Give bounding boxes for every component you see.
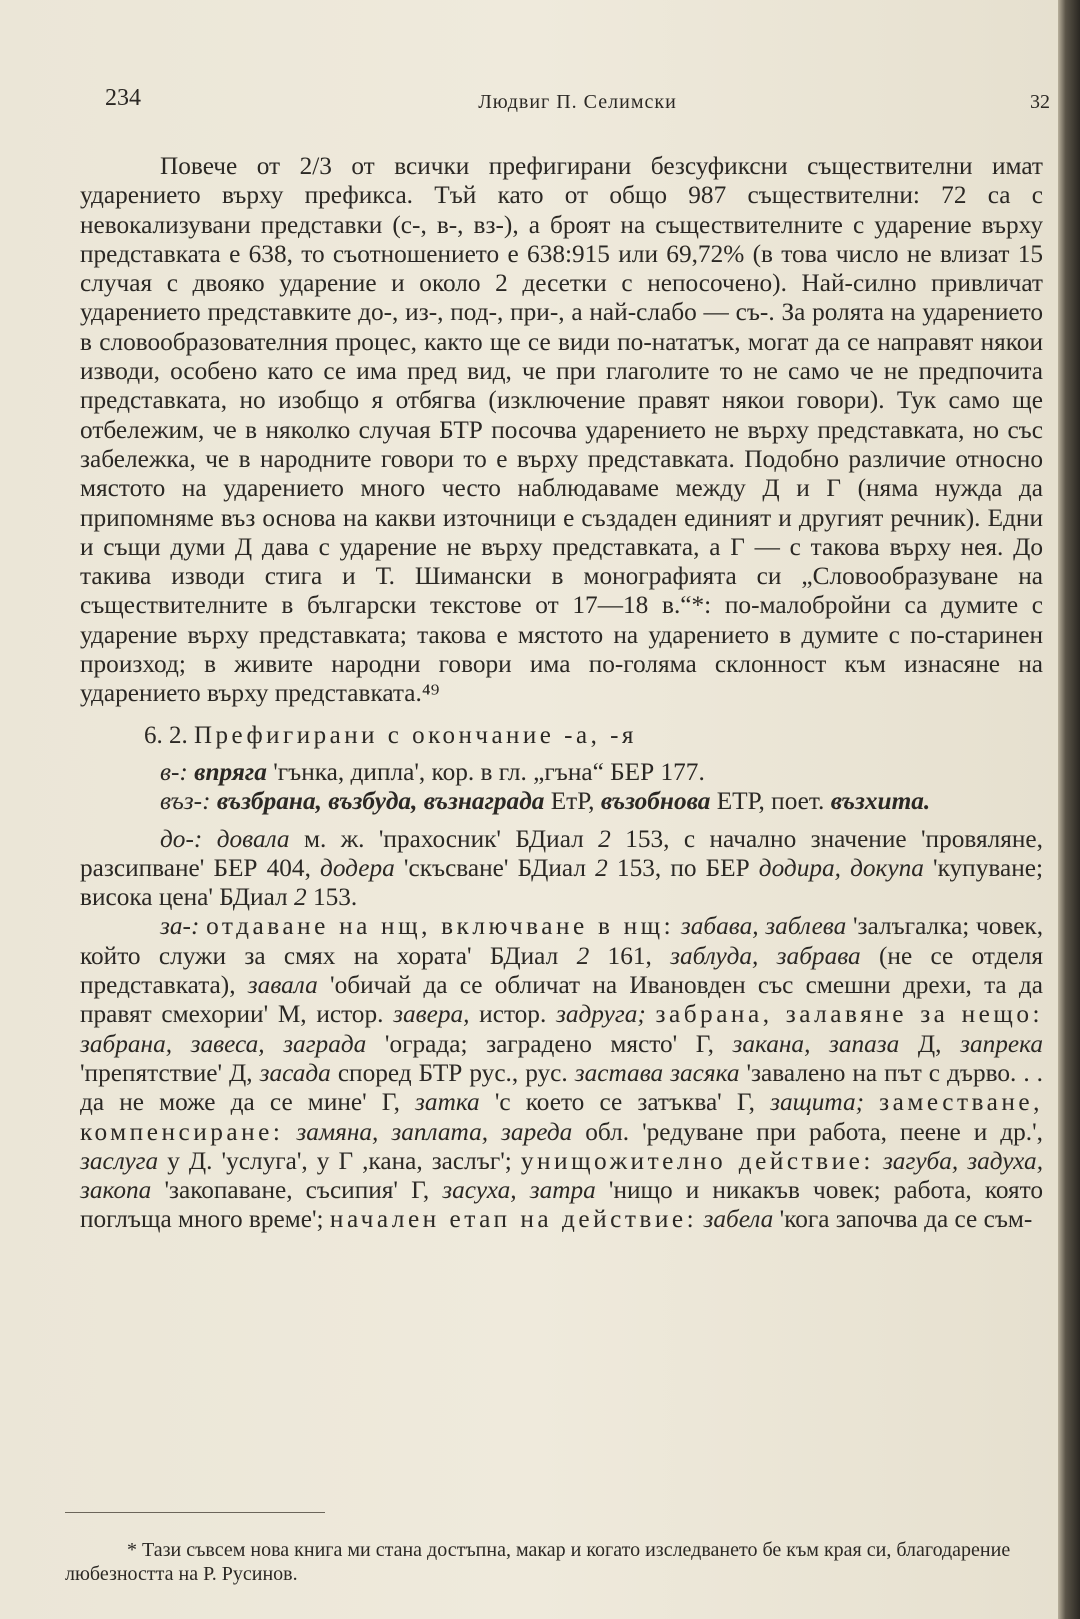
entry-text: 153. [312, 883, 358, 912]
semantic-group: заместване, компенсиране: [80, 1088, 1043, 1146]
entry-text: у Д. 'услуга', у Г ,кана, заслъг'; [167, 1146, 512, 1175]
volume-number: 2 [595, 853, 608, 882]
entry-word: забела [703, 1205, 774, 1234]
entry-text: обл. 'редуване при работа, пеене и др.', [585, 1117, 1044, 1146]
entry-text: 'нищо и никакъв човек; работа, която поглъща много време'; [80, 1176, 1044, 1234]
entry-word: задруга; [555, 1000, 646, 1029]
entry-words: впряга [194, 757, 267, 786]
entry-text: 'ограда; заградено място' Г, [384, 1029, 714, 1058]
semantic-group: забрана, залавяне за нещо: [655, 1000, 1044, 1029]
entry-word: засуха, затра [442, 1176, 596, 1205]
entry-word: закана, запаза [732, 1029, 900, 1058]
main-text [80, 152, 1043, 1235]
volume-number: 2 [576, 941, 590, 970]
entry-za [80, 912, 1043, 1234]
entry-word: завала [247, 971, 318, 1000]
footnote: * Тази съвсем нова книга ми стана достъпна, макар и когато изследването бе към края си, благодарение любезността на Р. Русинов. [65, 1539, 1011, 1585]
running-title: Людвиг П. Селимски [478, 91, 677, 113]
entry-text: 'закопаване, съсипия' Г, [164, 1176, 430, 1205]
entry-text: 153, с начално значение 'провяляне, разсипване' БЕР 404, [80, 824, 1043, 882]
entry-text: 'гънка, дипла', кор. в гл. „гъна“ БЕР 177. [273, 757, 705, 786]
entry-word: завера, [393, 1000, 470, 1029]
entry-word: додира, докупа [758, 853, 924, 882]
entry-word: засада [259, 1058, 331, 1087]
entry-word: застава засяка [574, 1058, 740, 1087]
entry-vaz [80, 787, 1043, 816]
entry-prefix: в-: [160, 757, 188, 786]
entry-text: 'препятствие' Д, [80, 1058, 253, 1087]
entry-word: замяна, заплата, заредa [296, 1117, 573, 1146]
page-header [105, 85, 1050, 125]
entry-text: 161, [607, 941, 652, 970]
entry-text: 'с което се затъква' Г, [494, 1088, 755, 1117]
entry-text: (не се отделя представката), [80, 941, 1043, 1000]
entry-text: 'скъсване' БДиал [403, 853, 587, 882]
entry-word: забава, заблева [680, 912, 847, 941]
entry-text: м. ж. 'прахосник' БДиал [303, 824, 584, 853]
entry-text: 'кога започва да се съм- [779, 1205, 1033, 1234]
book-spine-edge [1058, 0, 1080, 1619]
volume-number: 2 [294, 883, 307, 912]
entry-v [80, 758, 1043, 787]
entry-prefix: до-: [160, 824, 203, 853]
entry-text: 'завалено на път с дърво. . . да не може да се мине' Г, [80, 1058, 1044, 1117]
entry-text: Д, [917, 1029, 942, 1058]
entry-text: 153, по БЕР [616, 853, 750, 882]
entry-words: възобнова [600, 787, 711, 816]
volume-number: 2 [598, 824, 611, 853]
entry-word: затка [415, 1088, 480, 1117]
entry-text: истор. [479, 1000, 547, 1029]
entry-do [80, 825, 1043, 913]
entry-word: забрана, завеса, заграда [80, 1029, 367, 1058]
entry-word: довала [216, 824, 290, 853]
section-heading [80, 721, 1043, 750]
paragraph: Повече от 2/3 от всички префигирани безсуфиксни съществителни имат ударението върху префикса. Тъй като от общо 987 съществителни: 72 са с невокализувани представки (с-, в-, вз-), а броят на съществителните с ударение върху представката е 638, то съотношението е 638:915 или 69,72% (в това число не влизат 15 случая с двояко ударение и около 2 десетки с непосочено). Най-силно привличат ударението представките до-, из-, под-, при-, а най-слабо — съ-. За ролята на ударението в словообразователния процес, както ще се види по-нататък, могат да се направят някои изводи, особено като се има пред вид, че при глаголите то не само че не предпочита представката, но изобщо я отбягва (изключение правят някои говори). Тук само ще отбележим, че в няколко случая БТР посочва ударението не върху представката, но със забележка, че в народните говори то е върху представката. Подобно различие относно мястото на ударението много често наблюдаваме между Д и Г (няма нужда да припомняме въз основа на какви източници е създаден единият и другият речник). Едни и същи думи Д дава с ударение не върху представката, а Г — с такова върху нея. До такива изводи стига и Т. Шимански в монографията си „Словообразуване на съществителните в български текстове от 17—18 в.“*: по-малобройни са думите с ударение върху представката; такова е мястото на ударението в думите с по-старинен произход; в живите народни говори има по-голяма склонност към изнасяне на ударението върху представката.⁴⁹ [80, 152, 1043, 708]
entry-text: ЕтР, [550, 787, 595, 816]
entry-word: заслуга [80, 1146, 159, 1175]
entry-word: защита; [770, 1088, 865, 1117]
entry-prefix: за-: [160, 912, 200, 941]
entry-prefix: въз-: [160, 787, 211, 816]
entry-text: 'купуване; висока цена' БДиал [80, 853, 1043, 912]
entry-words: възхита. [830, 787, 931, 816]
entry-word: загуба, задуха, закопа [80, 1146, 1044, 1205]
entry-text: според БТР рус., рус. [337, 1058, 568, 1087]
semantic-group: начален етап на действие: [329, 1205, 698, 1234]
entry-text: ЕТР, поет. [716, 787, 825, 816]
footnote-divider [65, 1512, 325, 1513]
entry-word: додера [320, 853, 395, 882]
section-number: 6. 2. [144, 721, 188, 749]
entry-word: заблуда, забрава [670, 941, 861, 970]
semantic-group: унищожително действие: [520, 1146, 874, 1175]
entry-text: 'залъгалка; човек, който служи за смях на хората' БДиал [80, 912, 1044, 970]
entry-text: 'обичай да се обличат на Ивановден със смешни дрехи, та да правят смехории' М, истор. [80, 971, 1043, 1029]
next-page-number-fragment: 32 [1030, 91, 1050, 113]
page-number: 234 [105, 85, 141, 111]
entry-word: запрека [960, 1029, 1043, 1058]
semantic-group: отдаване на нщ, включване в нщ: [206, 912, 675, 941]
entry-words: възбрана, възбуда, възнаграда [216, 787, 545, 816]
section-title: Префигирани с окончание -а, -я [194, 721, 637, 749]
